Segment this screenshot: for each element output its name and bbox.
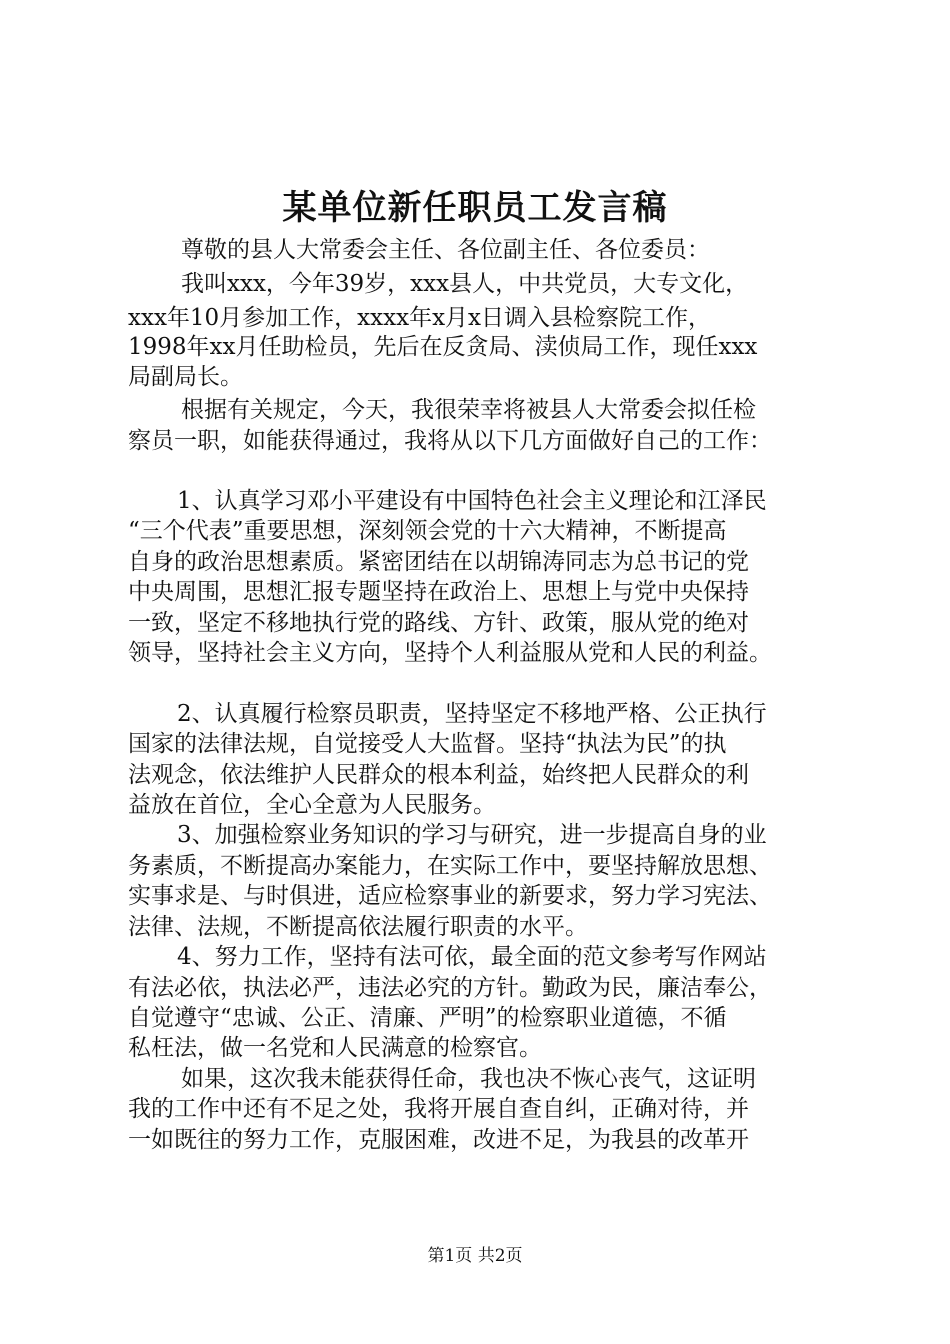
- body-line: 如果，这次我未能获得任命，我也决不恢心丧气，这证明: [181, 1066, 756, 1092]
- body-line: 务素质，不断提高办案能力，在实际工作中，要坚持解放思想、: [128, 853, 772, 879]
- body-line: 局副局长。: [128, 364, 243, 390]
- body-line: 3、加强检察业务知识的学习与研究，进一步提高自身的业: [177, 822, 767, 848]
- body-line: 尊敬的县人大常委会主任、各位副主任、各位委员：: [181, 237, 710, 263]
- body-line: 法律、法规，不断提高依法履行职责的水平。: [128, 914, 588, 940]
- body-line: xxx年10月参加工作，xxxx年x月x日调入县检察院工作，: [128, 305, 712, 331]
- body-line: 根据有关规定，今天，我很荣幸将被县人大常委会拟任检: [181, 397, 756, 423]
- body-line: 有法必依，执法必严，违法必究的方针。勤政为民，廉洁奉公，: [128, 975, 772, 1001]
- body-line: 自觉遵守“忠诚、公正、清廉、严明”的检察职业道德，不循: [128, 1005, 727, 1031]
- body-line: 1、认真学习邓小平建设有中国特色社会主义理论和江泽民: [177, 488, 767, 514]
- body-line: 一致，坚定不移地执行党的路线、方针、政策，服从党的绝对: [128, 610, 749, 636]
- body-line: 察员一职，如能获得通过，我将从以下几方面做好自己的工作：: [128, 428, 772, 454]
- body-line: “三个代表”重要思想，深刻领会党的十六大精神，不断提高: [128, 518, 727, 544]
- page-footer: 第1页 共2页: [427, 1246, 523, 1266]
- body-line: 法观念，依法维护人民群众的根本利益，始终把人民群众的利: [128, 762, 749, 788]
- body-line: 我叫xxx，今年39岁，xxx县人，中共党员，大专文化，: [181, 271, 749, 297]
- body-line: 实事求是、与时俱进，适应检察事业的新要求，努力学习宪法、: [128, 883, 772, 909]
- body-line: 我的工作中还有不足之处，我将开展自查自纠，正确对待，并: [128, 1096, 749, 1122]
- body-line: 一如既往的努力工作，克服困难，改进不足，为我县的改革开: [128, 1127, 749, 1153]
- body-line: 4、努力工作，坚持有法可依，最全面的范文参考写作网站: [177, 944, 767, 970]
- document-title: 某单位新任职员工发言稿: [282, 188, 668, 228]
- body-line: 益放在首位，全心全意为人民服务。: [128, 792, 496, 818]
- body-line: 1998年xx月任助检员，先后在反贪局、渎侦局工作，现任xxx: [128, 334, 758, 360]
- body-line: 自身的政治思想素质。紧密团结在以胡锦涛同志为总书记的党: [128, 549, 749, 575]
- body-line: 私枉法，做一名党和人民满意的检察官。: [128, 1035, 542, 1061]
- body-line: 中央周围，思想汇报专题坚持在政治上、思想上与党中央保持: [128, 579, 749, 605]
- body-line: 国家的法律法规，自觉接受人大监督。坚持“执法为民”的执: [128, 731, 727, 757]
- body-line: 2、认真履行检察员职责，坚持坚定不移地严格、公正执行: [177, 701, 767, 727]
- body-line: 领导，坚持社会主义方向，坚持个人利益服从党和人民的利益。: [128, 640, 772, 666]
